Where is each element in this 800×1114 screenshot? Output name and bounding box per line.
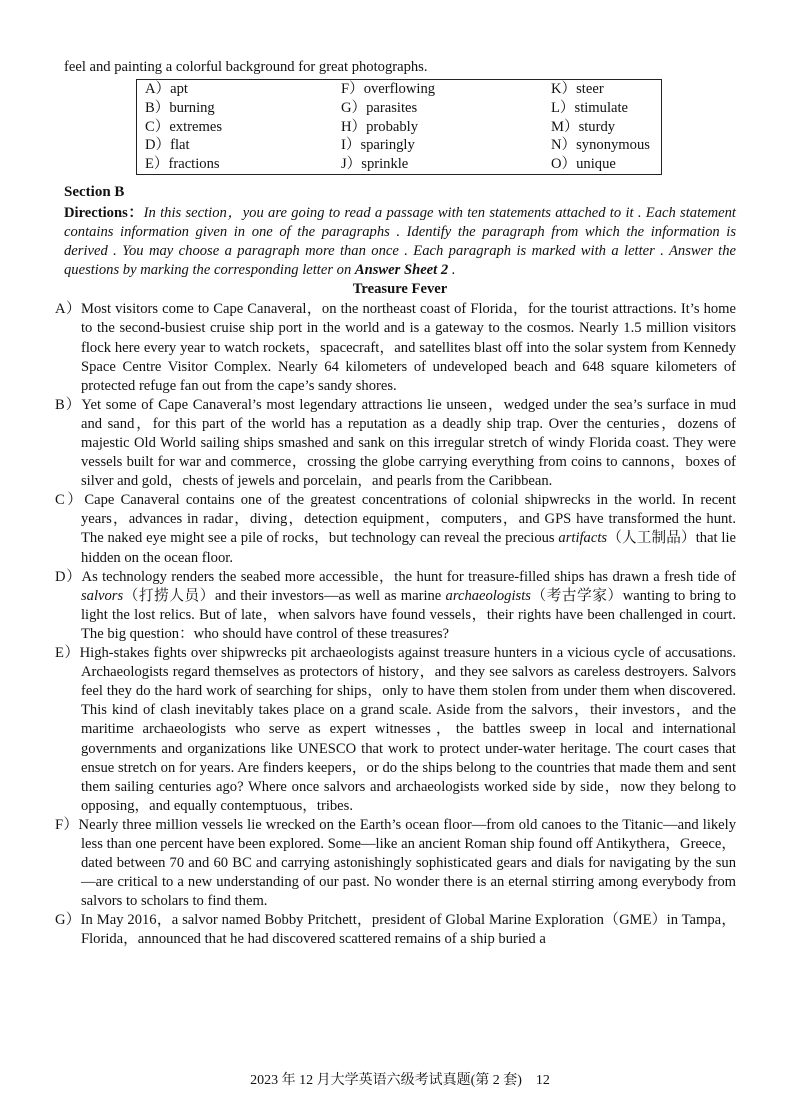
directions-text: In this section，you are going to read a passage with ten statements attached to it . Each statement contains information given in one of the paragraphs . Identify the paragraph from which the information is derived . You may choose a paragraph more than once . Each paragraph is marked with a letter . Answer the questions by marking the corresponding letter on: [64, 204, 736, 279]
word-option: J）sprinkle: [341, 156, 409, 173]
paragraph-text-run: （打捞人员）and their investors—as well as marine: [123, 587, 446, 604]
word-bank-row: [137, 80, 662, 99]
paragraph-letter: D）: [55, 568, 82, 585]
paragraph-text: [81, 301, 736, 393]
directions-label: Directions：: [64, 204, 144, 221]
passage-title: Treasure Fever: [352, 281, 448, 298]
paragraph-text: [81, 912, 736, 947]
word-option: F）overflowing: [341, 81, 436, 97]
paragraph: [55, 816, 736, 911]
word-option: G）parasites: [341, 99, 418, 116]
word-bank-row: [137, 118, 662, 137]
directions-end: .: [448, 262, 456, 279]
passage-body: [55, 300, 737, 949]
paragraph: [55, 644, 736, 816]
directions: [64, 204, 736, 280]
section-heading: Section B: [64, 183, 125, 200]
paragraph: [55, 491, 736, 567]
paragraph-text: [81, 569, 736, 642]
paragraph-text: [81, 397, 736, 489]
paragraph: [55, 911, 736, 949]
word-option: L）stimulate: [551, 99, 629, 116]
paragraph: [55, 568, 736, 644]
glossed-term: artifacts: [558, 530, 608, 547]
paragraph-text-run: （考古学家）wanting to bring to light the lost relics. But of late，when salvors have found vessels，their rights have been challenged in court. The big question：who should have control of these treasures?: [81, 587, 736, 642]
paragraph-letter: C）: [55, 492, 85, 509]
word-option: B）burning: [145, 99, 215, 116]
word-bank-row: [137, 99, 662, 118]
lead-line: feel and painting a colorful background for great photographs.: [64, 59, 428, 75]
answer-sheet-ref: Answer Sheet 2: [354, 262, 449, 279]
glossed-term: salvors: [81, 587, 124, 604]
paragraph: [55, 396, 736, 491]
exam-page: [55, 58, 737, 950]
paragraph-text-run: In May 2016，a salvor named Bobby Pritchett，president of Global Marine Exploration（GME）in Tampa，Florida，announced that he had discovered scattered remains of a ship buried a: [80, 912, 736, 948]
page-footer: 2023 年 12 月大学英语六级考试真题(第 2 套) 12: [250, 1073, 550, 1088]
paragraph-letter: B）: [55, 396, 82, 413]
paragraph-text-run: Nearly three million vessels lie wrecked on the Earth’s ocean floor—from old canoes to the Titanic—and likely less than one percent have been explored. Some—like an ancient Roman ship found off Antikythera，Greece，dated between 70 and 60 BC and carrying astonishingly sophisticated gears and dials for navigating by the sun—are critical to a new understanding of our past. No wonder there is an eternal stirring among everybody from salvors to scholars to find them.: [78, 816, 736, 910]
paragraph-text: [81, 492, 736, 565]
word-option: C）extremes: [145, 118, 223, 135]
paragraph-text-run: Yet some of Cape Canaveral’s most legendary attractions lie unseen，wedged under the sea’s surface in mud and sand，for this part of the world has a reputation as a deadly ship trap. Over the centuries，dozens of majestic Old World sailing ships smashed and sank on this irregular stretch of windy Florida coast. They were vessels built for war and commerce，crossing the globe carrying everything from coins to cannons，boxes of silver and gold，chests of jewels and porcelain，and pearls from the Caribbean.: [81, 396, 736, 490]
word-bank-row: [137, 155, 662, 174]
word-bank-row: [137, 136, 662, 155]
paragraph-text-run: Cape Canaveral contains one of the greatest concentrations of colonial shipwrecks in the world. In recent years，advances in radar，diving，detection equipment，computers，and GPS have transformed the hunt. The naked eye might see a pile of rocks，but technology can reveal the precious: [81, 492, 737, 547]
paragraph-text: [79, 817, 736, 909]
glossed-term: archaeologists: [445, 587, 531, 604]
paragraph-text-run: Most visitors come to Cape Canaveral，on the northeast coast of Florida，for the tourist attractions. It’s home to the second-busiest cruise ship port in the world and is a gateway to the cosmos. Nearly 1.5 million visitors flock here every year to watch rockets，spacecraft，and satellites blast off into the solar system from Kennedy Space Centre Visitor Complex. Nearly 64 kilometers of undeveloped beach and 648 square kilometers of protected refuge fan out from the cape’s sandy shores.: [81, 301, 736, 394]
paragraph-text-run: As technology renders the seabed more accessible，the hunt for treasure-filled ships has drawn a fresh tide of: [81, 568, 736, 585]
paragraph: [55, 300, 736, 395]
word-option: K）steer: [551, 81, 604, 97]
word-option: H）probably: [341, 118, 419, 135]
word-option: M）sturdy: [551, 118, 616, 135]
word-option: I）sparingly: [341, 137, 415, 154]
word-option: O）unique: [551, 156, 616, 173]
paragraph-text: [80, 645, 736, 814]
word-option: N）synonymous: [551, 137, 650, 154]
word-option: E）fractions: [145, 156, 220, 173]
paragraph-letter: E）: [55, 645, 80, 662]
paragraph-text-run: （人工制品）that lie hidden on the ocean floor.: [81, 530, 736, 566]
word-bank-table: [136, 79, 662, 175]
paragraph-letter: A）: [55, 301, 81, 318]
paragraph-letter: G）: [55, 912, 81, 929]
paragraph-text-run: High-stakes fights over shipwrecks pit archaeologists against treasure hunters in a vicious cycle of accusations. Archaeologists regard themselves as protectors of history，and they see salvors as careless destroyers. Salvors feel they do the hard work of searching for ships，only to have them stolen from under them when discovered. This kind of clash inevitably takes place on a grand scale. Aside from the salvors，their investors，and the maritime archaeologists who serve as expert witnesses，the battles sweep in local and international governments and organizations like UNESCO that work to protect under-water heritage. The court cases that ensue stretch on for years. Are finders keepers，or do the ships belong to the countries that made them and sent them sailing centuries ago? Where once salvors and archaeologists worked side by side，now they belong to opposing，and equally contemptuous，tribes.: [79, 645, 736, 814]
word-option: A）apt: [145, 81, 188, 97]
word-option: D）flat: [145, 137, 190, 154]
paragraph-letter: F）: [55, 816, 79, 833]
